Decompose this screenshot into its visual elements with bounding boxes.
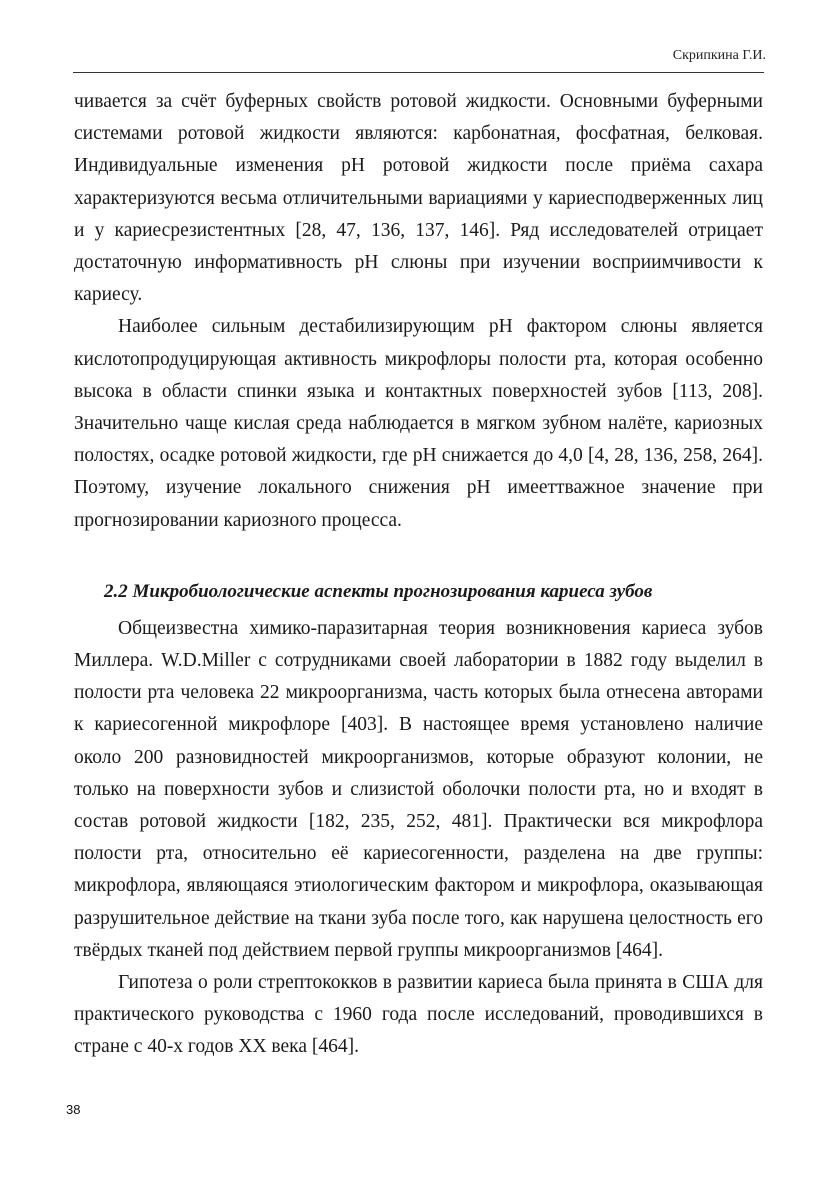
- page-number: 38: [66, 1102, 81, 1117]
- section-paragraph-2: Гипотеза о роли стрептококков в развитии кариеса была принята в США для практического руководства с 1960 года после исследований, проводившихся в стране с 40-х годов XX века [464].: [74, 972, 763, 1058]
- section-heading: 2.2 Микробиологические аспекты прогнозирования кариеса зубов: [104, 580, 653, 602]
- body-paragraph-1: чивается за счёт буферных свойств ротовой жидкости. Основными буферными системами ротовой жидкости являются: карбонатная, фосфатная, белковая. Индивидуальные изменения pH ротовой жидкости после приёма сахара характеризуются весьма отличительными вариациями у кариесподверженных лиц и у кариесрезистентных [28, 47, 136, 137, 146]. Ряд исследователей отрицает достаточную информативность pH слюны при изучении восприимчивости к кариесу.: [74, 91, 763, 306]
- page-body: [74, 86, 763, 1064]
- body-paragraph-2: Наиболее сильным дестабилизирующим pH фактором слюны является кислотопродуцирующая активность микрофлоры полости рта, которая особенно высока в области спинки языка и контактных поверхностей зубов [113, 208]. Значительно чаще кислая среда наблюдается в мягком зубном налёте, кариозных полостях, осадке ротовой жидкости, где pH снижается до 4,0 [4, 28, 136, 258, 264]. Поэтому, изучение локального снижения pH имееттважное значение при прогнозировании кариозного процесса.: [74, 316, 763, 531]
- header-rule: [73, 72, 764, 73]
- running-header-author: Скрипкина Г.И.: [672, 48, 766, 63]
- section-paragraph-1: Общеизвестна химико-паразитарная теория возникновения кариеса зубов Миллера. W.D.Miller с сотрудниками своей лаборатории в 1882 году выделил в полости рта человека 22 микроорганизма, часть которых была отнесена авторами к кариесогенной микрофлоре [403]. В настоящее время установлено наличие около 200 разновидностей микроорганизмов, которые образуют колонии, не только на поверхности зубов и слизистой оболочки полости рта, но и входят в состав ротовой жидкости [182, 235, 252, 481]. Практически вся микрофлора полости рта, относительно её кариесогенности, разделена на две группы: микрофлора, являющаяся этиологическим фактором и микрофлора, оказывающая разрушительное действие на ткани зуба после того, как нарушена целостность его твёрдых тканей под действием первой группы микроорганизмов [464].: [74, 617, 763, 961]
